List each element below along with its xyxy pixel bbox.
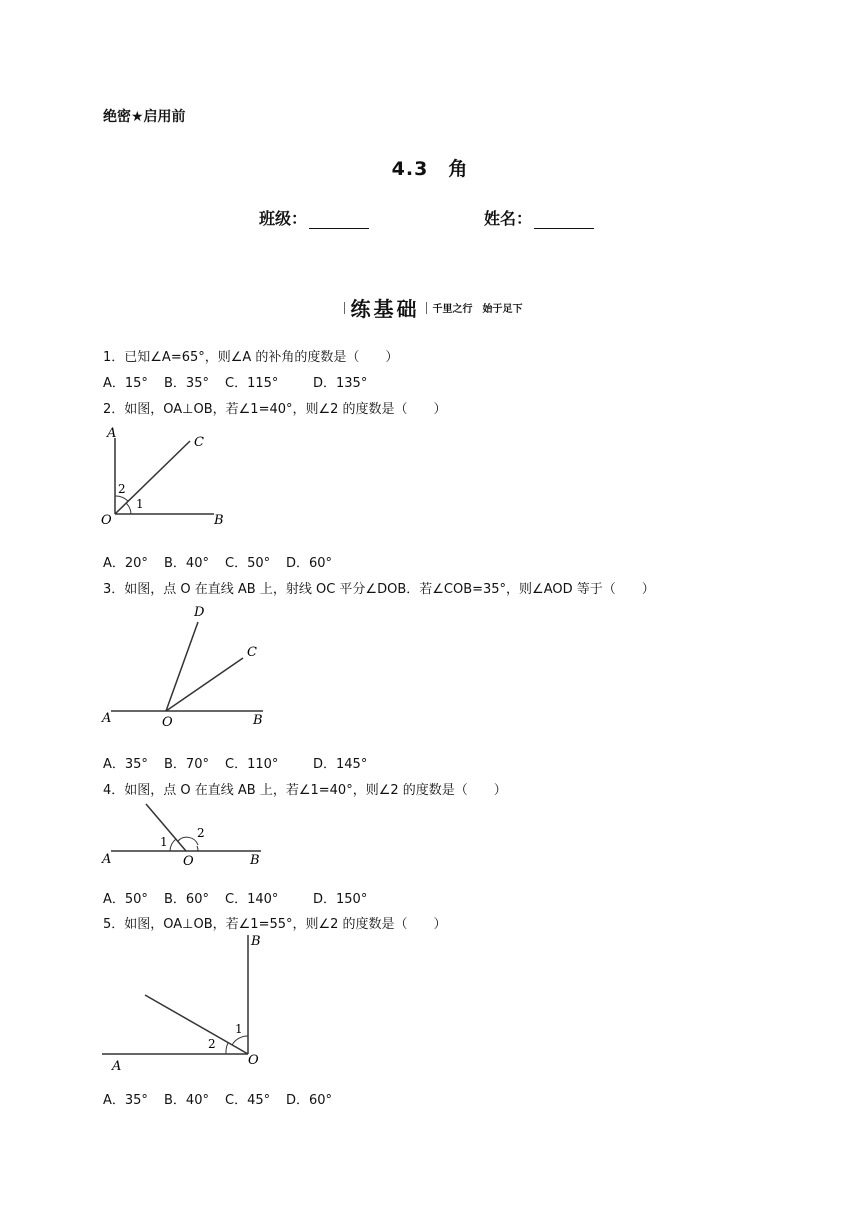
label-angle-1: 1 [136, 497, 144, 511]
label-angle-1: 1 [235, 1022, 243, 1036]
name-blank [534, 212, 594, 229]
label-o: O [183, 854, 194, 869]
question-3-options [103, 753, 367, 772]
angle-1-arc [232, 1036, 248, 1045]
ray-oc [145, 995, 248, 1054]
label-b: B [251, 934, 261, 949]
ray-od [166, 622, 198, 711]
option-d: D．135° [313, 376, 368, 391]
label-angle-2: 2 [118, 482, 126, 496]
question-4-options [103, 888, 367, 907]
label-o: O [162, 715, 173, 730]
section-banner [0, 293, 860, 322]
option-c: C．45° [225, 1093, 271, 1108]
label-angle-2: 2 [197, 826, 205, 840]
figure-q4 [98, 801, 273, 873]
question-1: 1．已知∠A=65°，则∠A 的补角的度数是（ ） [103, 350, 399, 365]
label-b: B [250, 853, 260, 868]
figure-q5 [98, 930, 273, 1075]
label-a: A [107, 426, 117, 441]
secret-mark: 绝密★启用前 [103, 109, 186, 125]
option-d: D．60° [286, 1093, 333, 1108]
class-label: 班级： [259, 209, 308, 228]
class-field [259, 206, 369, 229]
name-label: 姓名： [484, 209, 533, 228]
option-a: A．35° [103, 757, 148, 772]
question-2: 2．如图，OA⊥OB，若∠1=40°，则∠2 的度数是（ ） [103, 402, 447, 417]
option-d: D．145° [313, 757, 368, 772]
option-b: B．70° [164, 757, 209, 772]
label-a: A [102, 852, 112, 867]
question-4: 4．如图，点 O 在直线 AB 上，若∠1=40°，则∠2 的度数是（ ） [103, 783, 507, 798]
label-angle-2: 2 [208, 1037, 216, 1051]
label-a: A [112, 1059, 122, 1074]
name-field [484, 206, 594, 229]
page-title: 4.3 角 [391, 158, 469, 180]
divider [344, 302, 345, 314]
angle-2-arc [115, 496, 128, 501]
label-o: O [248, 1053, 259, 1068]
question-2-options [103, 552, 332, 571]
label-b: B [253, 713, 263, 728]
label-c: C [194, 435, 204, 450]
option-b: B．35° [164, 376, 209, 391]
option-b: B．40° [164, 1093, 209, 1108]
class-blank [309, 212, 369, 229]
option-a: A．15° [103, 376, 148, 391]
section-title: 练基础 [350, 297, 420, 321]
angle-1-arc [170, 839, 176, 851]
option-a: A．50° [103, 892, 148, 907]
label-a: A [102, 711, 112, 726]
option-c: C．115° [225, 376, 279, 391]
ray-oc [166, 658, 243, 711]
angle-2-arc [226, 1043, 228, 1054]
option-a: A．35° [103, 1093, 148, 1108]
label-o: O [101, 513, 112, 528]
question-5-options [103, 1089, 332, 1108]
angle-2-arc [178, 837, 198, 845]
option-a: A．20° [103, 556, 148, 571]
option-c: C．50° [225, 556, 271, 571]
option-d: D．150° [313, 892, 368, 907]
option-b: B．60° [164, 892, 209, 907]
angle-1-arc [126, 503, 131, 514]
question-3: 3．如图，点 O 在直线 AB 上，射线 OC 平分∠DOB．若∠COB=35°，则∠AOD 等于（ ） [103, 582, 655, 597]
question-5: 5．如图，OA⊥OB，若∠1=55°，则∠2 的度数是（ ） [103, 917, 447, 932]
label-c: C [247, 645, 257, 660]
label-angle-1: 1 [160, 835, 168, 849]
option-d: D．60° [286, 556, 333, 571]
option-b: B．40° [164, 556, 209, 571]
figure-q2 [98, 422, 238, 532]
option-c: C．110° [225, 757, 279, 772]
option-c: C．140° [225, 892, 279, 907]
question-1-options [103, 372, 367, 391]
label-b: B [214, 513, 224, 528]
figure-q3 [98, 600, 273, 730]
divider [426, 302, 427, 314]
label-d: D [194, 605, 205, 620]
section-slogan: 千里之行 始于足下 [432, 304, 523, 315]
